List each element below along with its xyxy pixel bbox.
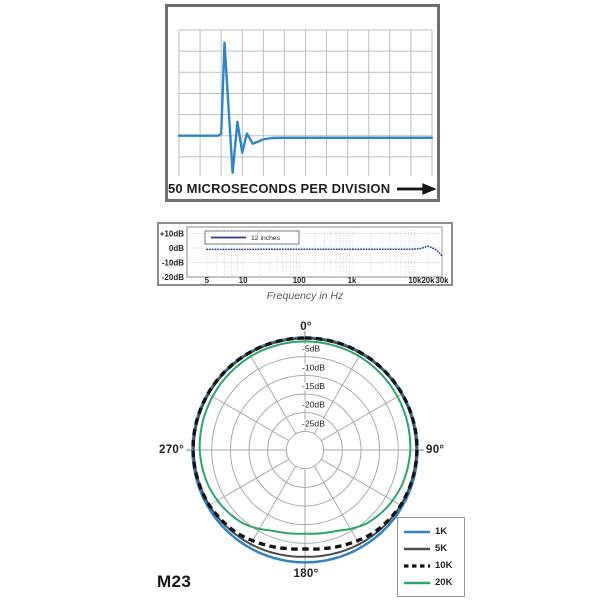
legend-line-5k bbox=[404, 546, 430, 552]
y-tick-label: +10dB bbox=[159, 229, 184, 239]
frequency-response-plot bbox=[159, 224, 451, 284]
legend-label: 5K bbox=[435, 543, 448, 554]
frequency-response-chart bbox=[157, 222, 453, 286]
frequency-axis-label: Frequency in Hz bbox=[266, 290, 344, 302]
ring-label: -5dB bbox=[302, 343, 321, 354]
legend-item-5k bbox=[404, 543, 460, 554]
angle-label: 270° bbox=[159, 444, 184, 456]
x-tick-label: 10 bbox=[238, 276, 248, 284]
angle-label: 90° bbox=[426, 444, 445, 456]
impulse-caption-text: 50 MICROSECONDS PER DIVISION bbox=[168, 181, 391, 196]
x-tick-label: 5 bbox=[204, 276, 210, 284]
impulse-caption bbox=[168, 181, 437, 196]
legend-item-20k bbox=[404, 577, 460, 588]
freq-legend-label: 12 inches bbox=[251, 235, 281, 242]
y-tick-label: 0dB bbox=[168, 244, 184, 253]
x-tick-label: 1k bbox=[347, 276, 357, 284]
x-tick-label: 10k bbox=[408, 276, 422, 284]
polar-legend bbox=[397, 517, 465, 597]
legend-label: 20K bbox=[435, 577, 453, 588]
x-tick-label: 20k bbox=[421, 276, 435, 284]
model-title: M23 bbox=[157, 572, 192, 591]
ring-label: -15dB bbox=[302, 381, 325, 391]
right-arrow-icon bbox=[397, 182, 437, 196]
legend-item-1k bbox=[404, 526, 460, 537]
polar-ring bbox=[286, 431, 323, 468]
ring-label: -20dB bbox=[302, 399, 325, 410]
y-tick-label: -20dB bbox=[161, 273, 184, 282]
impulse-plot bbox=[168, 7, 437, 176]
legend-line-1k bbox=[404, 529, 430, 535]
impulse-response-chart bbox=[165, 4, 440, 202]
ring-label: -25dB bbox=[302, 418, 325, 429]
x-tick-label: 100 bbox=[292, 276, 306, 284]
x-tick-label: 30k bbox=[435, 276, 449, 284]
legend-line-20k bbox=[404, 580, 430, 586]
legend-label: 10K bbox=[435, 560, 453, 571]
legend-label: 1K bbox=[435, 526, 448, 537]
ring-label: -10dB bbox=[302, 362, 325, 373]
angle-label: 180° bbox=[293, 568, 319, 580]
legend-line-10k bbox=[404, 563, 430, 569]
legend-item-10k bbox=[404, 560, 460, 571]
angle-label: 0° bbox=[300, 321, 312, 333]
y-tick-label: -10dB bbox=[161, 258, 184, 268]
